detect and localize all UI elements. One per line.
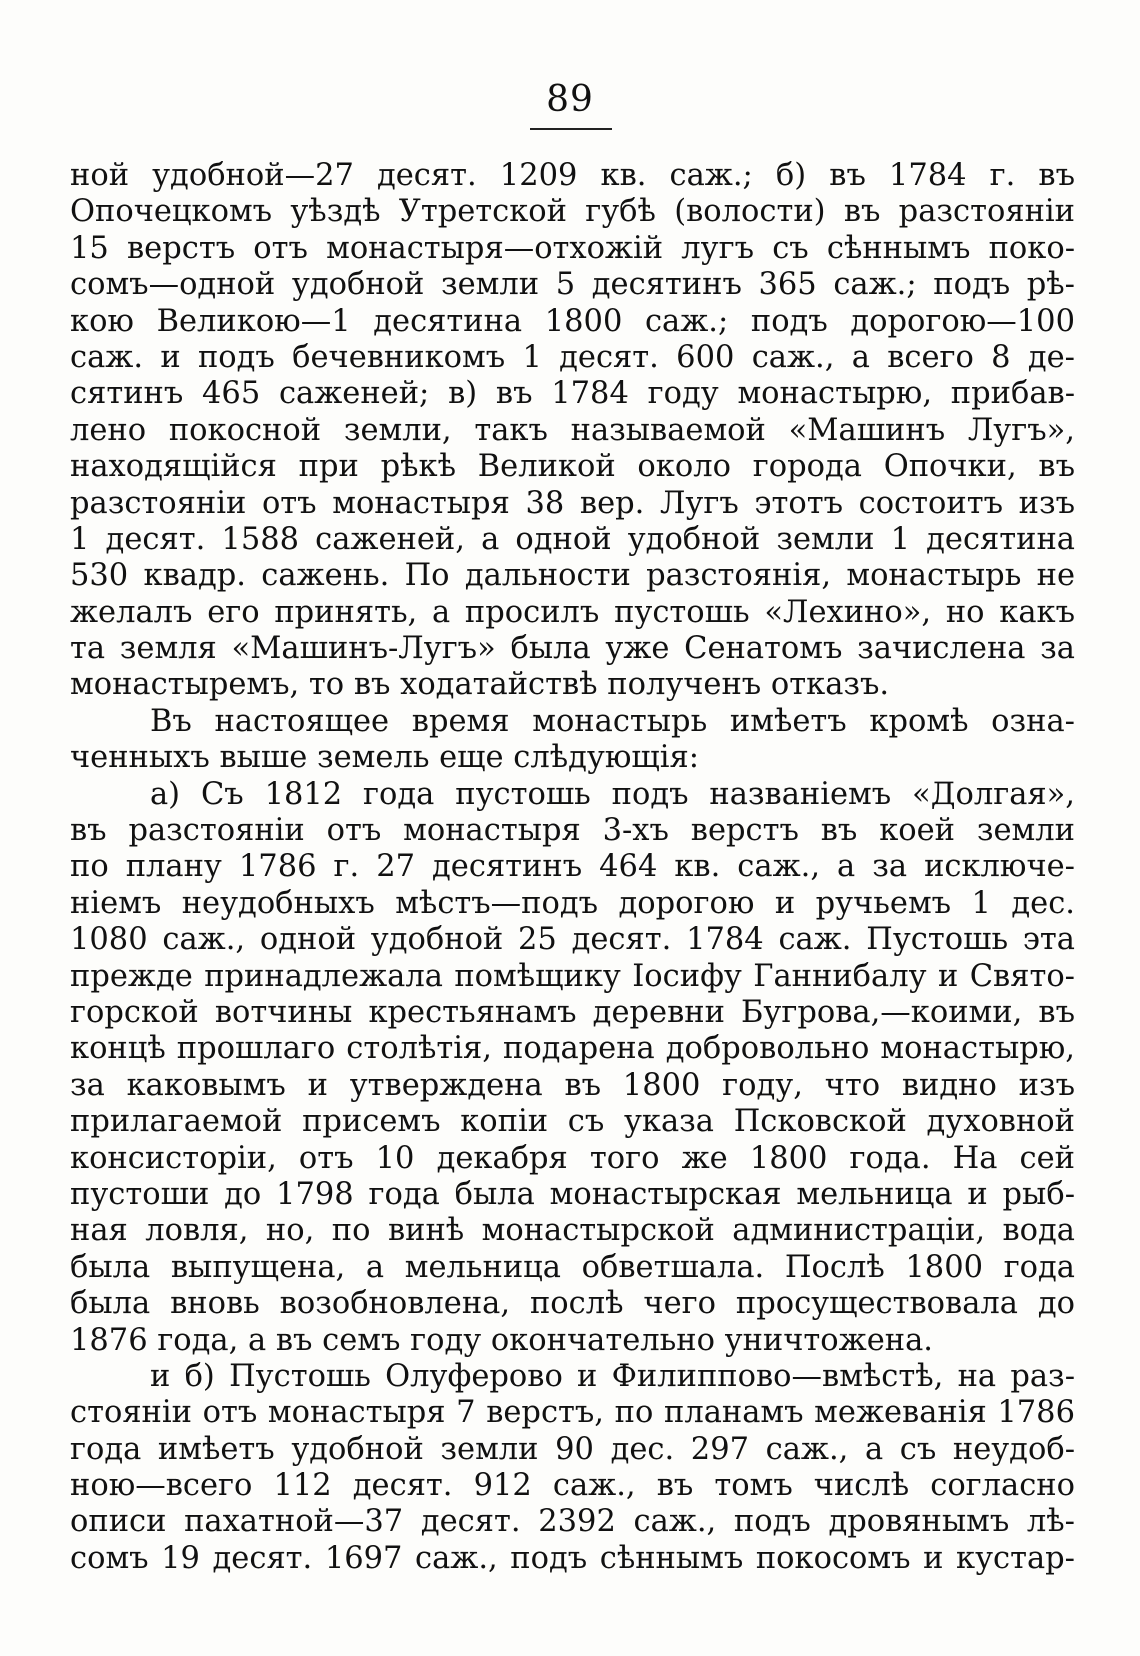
text-line: стояніи отъ монастыря 7 верстъ, по планамъ межеванія 1786: [70, 1395, 1075, 1431]
text-line: Въ настоящее время монастырь имѣетъ кромѣ озна-: [150, 703, 1075, 739]
text-line: горской вотчины крестьянамъ деревни Бугрова,—коими, въ: [70, 994, 1075, 1030]
text-line: консисторіи, отъ 10 декабря того же 1800 года. На сей: [70, 1140, 1075, 1176]
text-line: находящійся при рѣкѣ Великой около города Опочки, въ: [70, 449, 1075, 485]
text-line: прежде принадлежала помѣщику Іосифу Ганнибалу и Свято-: [70, 958, 1075, 994]
text-line: въ разстояніи отъ монастыря 3-хъ верстъ въ коей земли: [70, 813, 1075, 849]
text-line: сятинъ 465 саженей; в) въ 1784 году монастырю, прибав-: [70, 376, 1075, 412]
text-line: ніемъ неудобныхъ мѣстъ—подъ дорогою и ручьемъ 1 дес.: [70, 885, 1075, 921]
text-line: прилагаемой присемъ копіи съ указа Псковской духовной: [70, 1104, 1075, 1140]
text-line: сомъ 19 десят. 1697 саж., подъ сѣннымъ покосомъ и кустар-: [70, 1540, 1075, 1576]
text-line: 15 верстъ отъ монастыря—отхожій лугъ съ сѣннымъ поко-: [70, 230, 1075, 266]
text-line: ченныхъ выше земель еще слѣдующія:: [70, 740, 700, 776]
text-line: 1 десят. 1588 саженей, а одной удобной земли 1 десятина: [70, 521, 1075, 557]
text-line: кою Великою—1 десятина 1800 саж.; подъ дорогою—100: [70, 303, 1075, 339]
text-line: 1080 саж., одной удобной 25 десят. 1784 саж. Пустошь эта: [70, 922, 1075, 958]
page-number: 89: [546, 79, 594, 120]
text-line: и б) Пустошь Олуферово и Филиппово—вмѣстѣ, на раз-: [150, 1358, 1075, 1394]
text-line: саж. и подъ бечевникомъ 1 десят. 600 саж., а всего 8 де-: [70, 339, 1075, 375]
text-line: разстояніи отъ монастыря 38 вер. Лугъ этотъ состоитъ изъ: [70, 485, 1075, 521]
text-line: года имѣетъ удобной земли 90 дес. 297 саж., а съ неудоб-: [70, 1431, 1075, 1467]
text-line: ная ловля, но, по винѣ монастырской администраціи, вода: [70, 1213, 1075, 1249]
text-line: сомъ—одной удобной земли 5 десятинъ 365 саж.; подъ рѣ-: [70, 267, 1075, 303]
text-line: по плану 1786 г. 27 десятинъ 464 кв. саж., а за исключе-: [70, 849, 1075, 885]
text-line: Опочецкомъ уѣздѣ Утретской губѣ (волости) въ разстояніи: [70, 194, 1075, 230]
text-line: пустоши до 1798 года была монастырская мельница и рыб-: [70, 1176, 1075, 1212]
text-line: та земля «Машинъ-Лугъ» была уже Сенатомъ зачислена за: [70, 631, 1075, 667]
text-line: лено покосной земли, такъ называемой «Машинъ Лугъ»,: [70, 412, 1075, 448]
text-line: 1876 года, а въ семъ году окончательно уничтожена.: [70, 1322, 933, 1358]
text-line: описи пахатной—37 десят. 2392 саж., подъ дровянымъ лѣ-: [70, 1504, 1075, 1540]
text-line: концѣ прошлаго столѣтія, подарена добровольно монастырю,: [70, 1031, 1075, 1067]
text-line: монастыремъ, то въ ходатайствѣ полученъ отказъ.: [70, 667, 890, 703]
body-text: [70, 158, 1075, 1577]
text-line: ною—всего 112 десят. 912 саж., въ томъ числѣ согласно: [70, 1468, 1075, 1504]
text-line: была выпущена, а мельница обветшала. Послѣ 1800 года: [70, 1249, 1075, 1285]
text-line: за каковымъ и утверждена въ 1800 году, что видно изъ: [70, 1067, 1075, 1103]
text-line: была вновь возобновлена, послѣ чего просуществовала до: [70, 1286, 1075, 1322]
text-line: а) Съ 1812 года пустошь подъ названіемъ «Долгая»,: [150, 776, 1075, 812]
text-line: желалъ его принять, а просилъ пустошь «Лехино», но какъ: [70, 594, 1075, 630]
page-number-underline: [530, 128, 612, 130]
text-line: 530 квадр. сажень. По дальности разстоянія, монастырь не: [70, 558, 1075, 594]
text-line: ной удобной—27 десят. 1209 кв. саж.; б) въ 1784 г. въ: [70, 158, 1075, 193]
